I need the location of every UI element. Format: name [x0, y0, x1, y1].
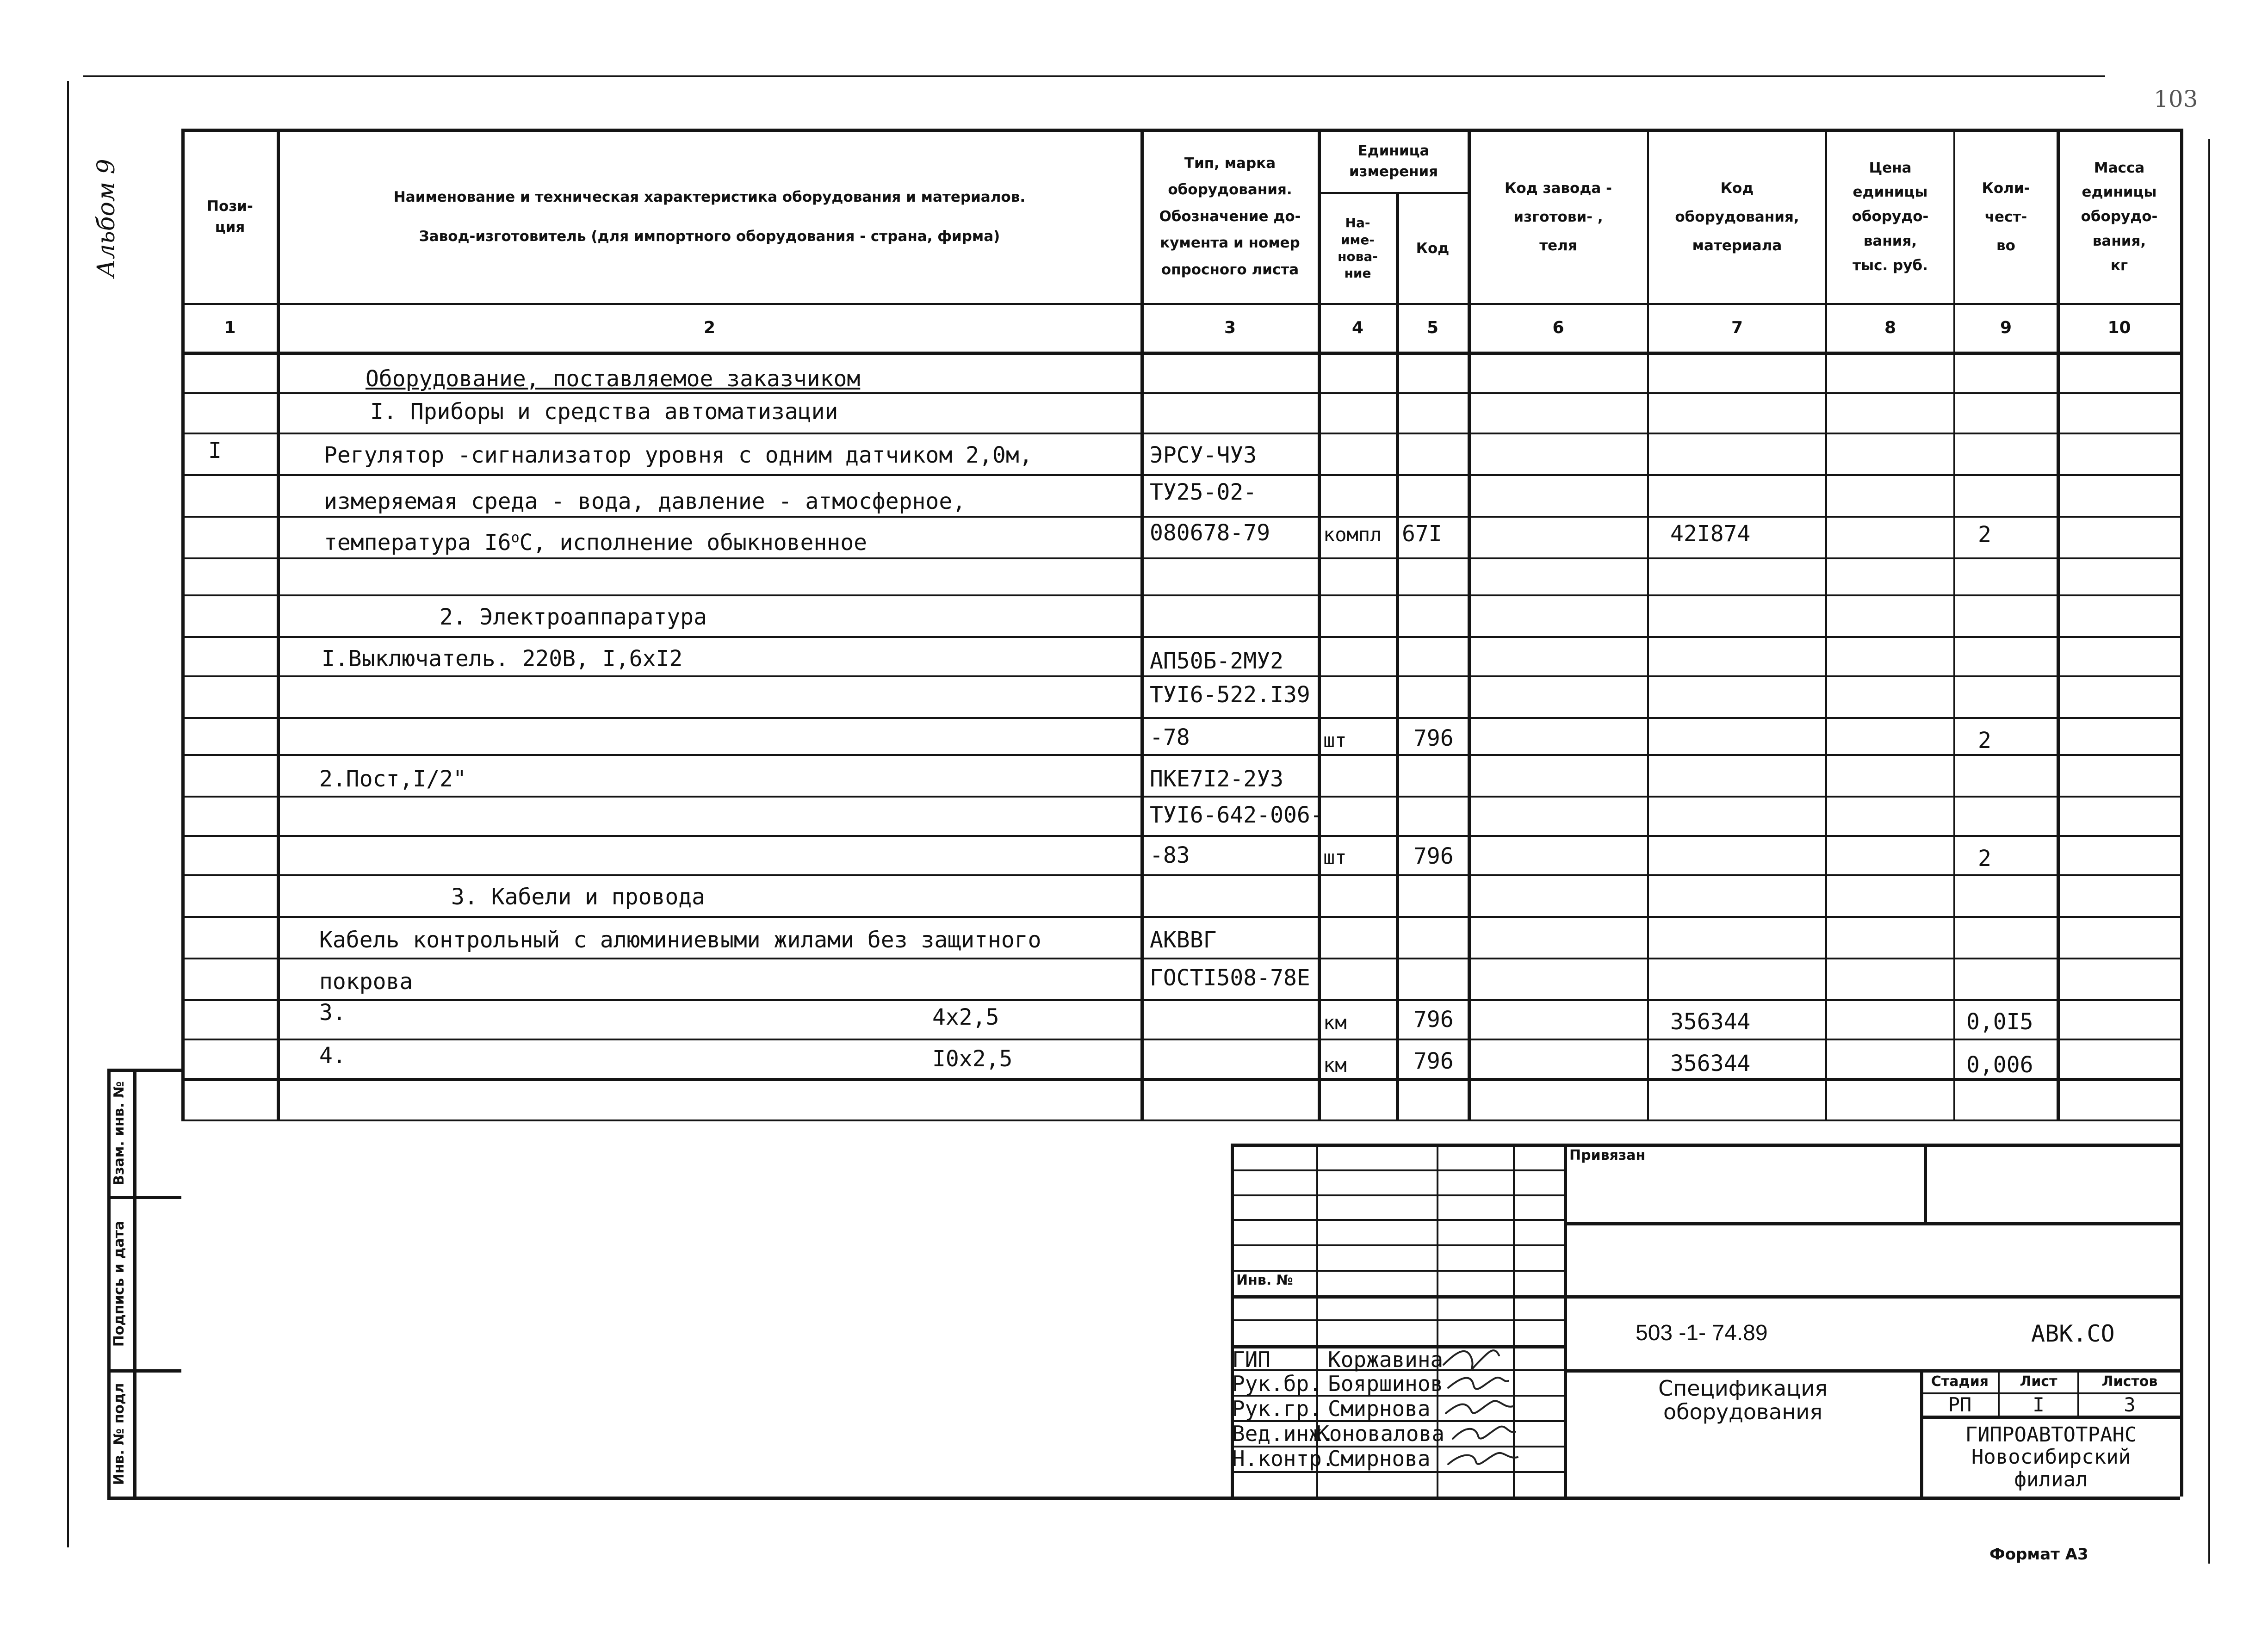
col-header-unit: Единица измерения — [1349, 142, 1438, 180]
signatory-role-1: ГИП — [1232, 1347, 1271, 1372]
frame-right-line — [2208, 139, 2210, 1564]
col-number-1: 1 — [224, 318, 236, 338]
signatory-role-5: Н.контр. — [1232, 1446, 1335, 1471]
row15-unit: км — [1323, 1054, 1347, 1076]
sheets-value: 3 — [2124, 1393, 2136, 1416]
page-number: 103 — [2154, 86, 2198, 112]
row7-quantity: 2 — [1978, 728, 1991, 754]
row10-unit-code: 796 — [1413, 843, 1454, 869]
row3-unit: компл — [1323, 523, 1382, 546]
row3-name — [324, 531, 867, 554]
signatory-name-1: Коржавина — [1328, 1347, 1444, 1372]
row3-name-degree: о — [511, 530, 520, 546]
row5-type: АП50Б-2МУ2 — [1150, 648, 1283, 674]
subsection-automation: I. Приборы и средства автоматизации — [370, 399, 838, 425]
col-header-name — [279, 130, 1140, 303]
row2-type: ТУ25-02- — [1150, 479, 1257, 505]
side-stamp-original-inventory: Инв. № подл — [111, 1383, 127, 1485]
document-title-line1: Спецификация — [1658, 1376, 1828, 1401]
subsection-electrical: 2. Электроаппаратура — [440, 604, 707, 630]
signatory-name-3: Смирнова — [1328, 1396, 1431, 1421]
sheets-label: Листов — [2101, 1373, 2158, 1390]
row15-material-code: 356344 — [1670, 1051, 1751, 1076]
row3-name-part1: температура I6 — [324, 530, 511, 556]
row5-name: I.Выключатель. 220В, I,6хI2 — [322, 646, 683, 672]
row14-mass: 0,0I5 — [1966, 1009, 2033, 1035]
row10-quantity: 2 — [1978, 846, 1991, 872]
row1-position: I — [208, 438, 222, 464]
col-number-8: 8 — [1884, 318, 1896, 338]
row6-type: ТУI6-522.I39 — [1150, 682, 1310, 708]
album-label: Альбом 9 — [93, 159, 120, 278]
col-header-type: Тип, марка оборудования. Обозначение до- кумента и номер опросного листа — [1159, 155, 1301, 278]
col-number-9: 9 — [2000, 318, 2012, 338]
organization-line3: филиал — [2014, 1467, 2088, 1491]
row12-name: Кабель контрольный с алюминиевыми жилами без защитного — [319, 927, 1041, 953]
col-number-6: 6 — [1552, 318, 1564, 338]
row3-unit-code: 67I — [1402, 521, 1442, 547]
col-number-4: 4 — [1351, 318, 1364, 338]
signatory-name-2: Бояршинов — [1328, 1371, 1444, 1396]
title-inventory-label: Инв. № — [1236, 1272, 1293, 1288]
frame-left-line — [67, 81, 69, 1547]
side-stamp-signature-date: Подпись и дата — [111, 1220, 127, 1347]
organization-line2: Новосибирский — [1971, 1445, 2131, 1469]
row3-name-part2: С, исполнение обыкновенное — [519, 530, 867, 556]
col-header-price: Цена единицы оборудо- вания, тыс. руб. — [1852, 159, 1929, 274]
stage-label: Стадия — [1931, 1373, 1989, 1390]
side-stamp-replaced-inventory: Взам. инв. № — [111, 1081, 127, 1186]
format-label: Формат А3 — [1989, 1545, 2088, 1564]
subsection-cables: 3. Кабели и провода — [451, 884, 706, 910]
document-title — [1566, 1371, 1920, 1436]
col-number-7: 7 — [1731, 318, 1743, 338]
row14-unit-code: 796 — [1413, 1007, 1454, 1033]
section-title: Оборудование, поставляемое заказчиком — [366, 366, 861, 392]
sheet-label: Лист — [2020, 1373, 2057, 1390]
handwritten-signatures-image — [1439, 1332, 1578, 1480]
row3-material-code: 42I874 — [1670, 521, 1751, 547]
col-header-name-line2: Завод-изготовитель (для импортного оборудования - страна, фирма) — [419, 228, 1000, 245]
col-header-name-line1: Наименование и техническая характеристика оборудования и материалов. — [393, 188, 1026, 205]
signatory-name-4: Коновалова — [1316, 1421, 1444, 1446]
col-header-unit-name: На- име- нова- ние — [1338, 215, 1378, 281]
signatory-role-2: Рук.бр. — [1232, 1371, 1322, 1396]
row14-material-code: 356344 — [1670, 1009, 1751, 1035]
stage-value: РП — [1948, 1393, 1972, 1416]
organization-name — [1922, 1419, 2180, 1496]
document-title-line2: оборудования — [1663, 1399, 1822, 1424]
row1-type: ЭРСУ-ЧУЗ — [1150, 442, 1257, 468]
signatory-role-4: Вед.инж. — [1232, 1421, 1335, 1446]
row7-unit-code: 796 — [1413, 725, 1454, 751]
col-number-2: 2 — [703, 318, 716, 338]
row8-name: 2.Пост,I/2" — [319, 766, 466, 792]
row14-unit: км — [1323, 1011, 1347, 1034]
signatory-name-5: Смирнова — [1328, 1446, 1431, 1471]
col-number-10: 10 — [2107, 318, 2131, 338]
row10-type: -83 — [1150, 842, 1190, 868]
row15-mass: 0,006 — [1966, 1052, 2033, 1078]
row15-unit-code: 796 — [1413, 1048, 1454, 1074]
row15-size: I0х2,5 — [932, 1046, 1013, 1072]
document-code: 503 -1- 74.89 — [1636, 1321, 1768, 1345]
sheet-value: I — [2033, 1393, 2045, 1416]
row7-type: -78 — [1150, 724, 1190, 750]
col-header-position: Пози- ция — [207, 198, 253, 235]
privyazan-label: Привязан — [1569, 1147, 1646, 1163]
row13-type: ГОСТI508-78Е — [1150, 965, 1310, 991]
row13-name: покрова — [319, 969, 413, 995]
row15-position: 4. — [319, 1043, 346, 1069]
document-mark: АВК.СО — [2031, 1320, 2115, 1347]
row3-type: 080678-79 — [1150, 520, 1270, 546]
row3-quantity: 2 — [1978, 522, 1991, 548]
col-header-material-code: Код оборудования, материала — [1675, 179, 1799, 254]
row9-type: ТУI6-642-006- — [1150, 802, 1324, 828]
row12-type: АКВВГ — [1150, 927, 1217, 953]
signatory-role-3: Рук.гр. — [1232, 1396, 1322, 1421]
row8-type: ПКЕ7I2-2УЗ — [1150, 766, 1283, 792]
organization-line1: ГИПРОАВТОТРАНС — [1965, 1423, 2137, 1447]
col-header-mass: Масса единицы оборудо- вания, кг — [2081, 159, 2158, 274]
col-header-unit-code: Код — [1416, 240, 1450, 257]
row10-unit: шт — [1323, 846, 1347, 869]
row7-unit: шт — [1323, 729, 1347, 752]
col-number-3: 3 — [1224, 318, 1236, 338]
row14-position: 3. — [319, 1000, 346, 1026]
row2-name: измеряемая среда - вода, давление - атмосферное, — [324, 489, 966, 514]
col-header-quantity: Коли- чест- во — [1982, 179, 2030, 254]
col-number-5: 5 — [1426, 318, 1439, 338]
row1-name: Регулятор -сигнализатор уровня с одним датчиком 2,0м, — [324, 442, 1033, 468]
frame-top-line — [83, 75, 2105, 77]
col-header-factory-code: Код завода - изготови- , теля — [1505, 179, 1612, 254]
row14-size: 4х2,5 — [932, 1004, 999, 1030]
